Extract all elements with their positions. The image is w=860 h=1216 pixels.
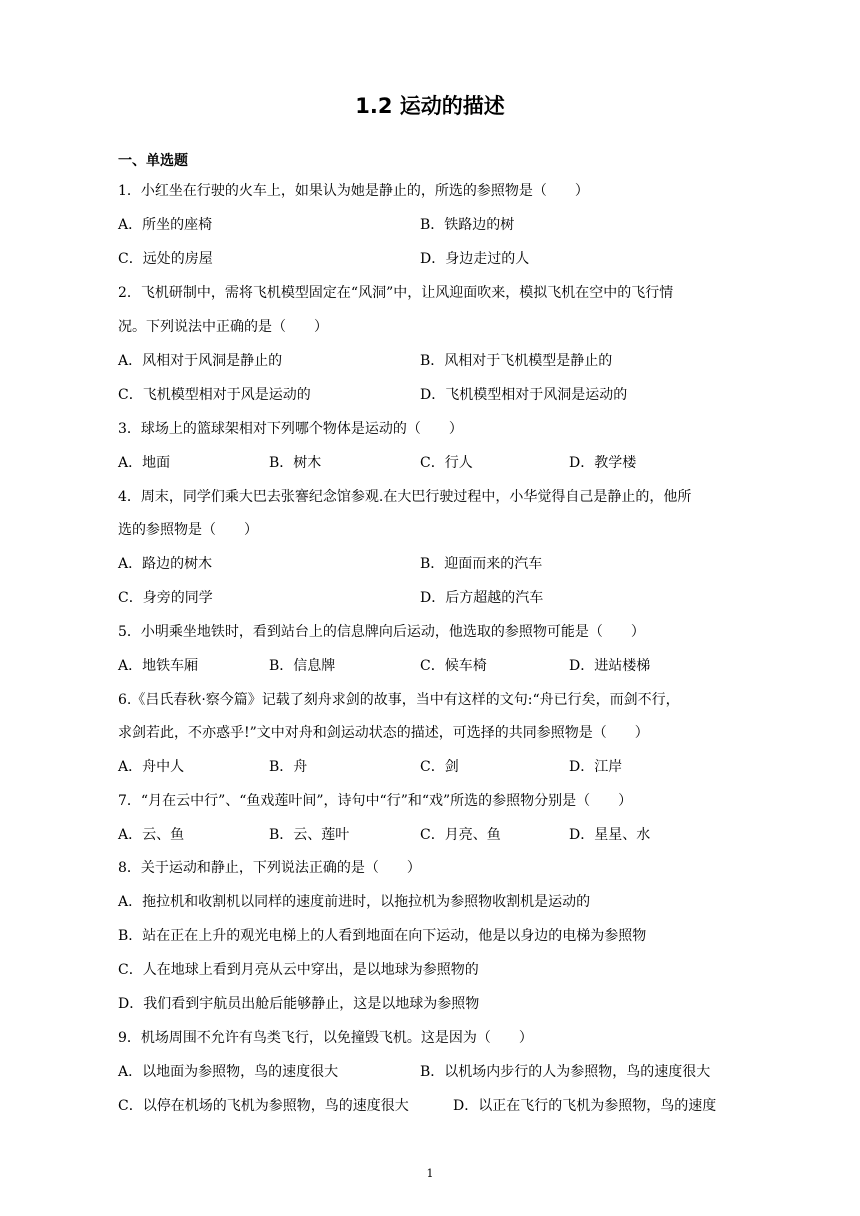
question-7-stem: 7．“月在云中行”、“鱼戏莲叶间”，诗句中“行”和“戏”所选的参照物分别是（ ） [118, 793, 633, 809]
q3-option-d: D．教学楼 [569, 455, 637, 471]
q2-option-b: B．风相对于飞机模型是静止的 [420, 353, 613, 369]
q1-option-c: C．远处的房屋 [118, 251, 213, 267]
q7-option-c: C．月亮、鱼 [420, 827, 501, 843]
q7-option-a: A．云、鱼 [118, 827, 185, 843]
page-title: 1.2 运动的描述 [355, 94, 505, 118]
q9-option-d: D．以正在飞行的飞机为参照物，鸟的速度 [453, 1098, 717, 1114]
q3-option-a: A．地面 [118, 455, 171, 471]
q4-option-a: A．路边的树木 [118, 556, 213, 572]
q8-option-d: D．我们看到宇航员出舱后能够静止，这是以地球为参照物 [118, 996, 480, 1012]
q4-option-b: B．迎面而来的汽车 [420, 556, 543, 572]
q1-option-b: B．铁路边的树 [420, 217, 515, 233]
q6-option-d: D．江岸 [569, 759, 623, 775]
question-1-stem: 1．小红坐在行驶的火车上，如果认为她是静止的，所选的参照物是（ ） [118, 183, 589, 199]
question-8-stem: 8．关于运动和静止，下列说法正确的是（ ） [118, 860, 421, 876]
q4-option-c: C．身旁的同学 [118, 590, 213, 606]
q2-option-c: C．飞机模型相对于风是运动的 [118, 387, 311, 403]
q9-option-b: B．以机场内步行的人为参照物，鸟的速度很大 [420, 1064, 711, 1080]
q2-option-d: D．飞机模型相对于风洞是运动的 [420, 387, 628, 403]
q5-option-c: C．候车椅 [420, 658, 487, 674]
question-6-stem-line-2: 求剑若此，不亦惑乎!”文中对舟和剑运动状态的描述，可选择的共同参照物是（ ） [118, 725, 649, 741]
question-9-stem: 9．机场周围不允许有鸟类飞行，以免撞毁飞机。这是因为（ ） [118, 1030, 533, 1046]
q7-option-d: D．星星、水 [569, 827, 651, 843]
q8-option-b: B．站在正在上升的观光电梯上的人看到地面在向下运动，他是以身边的电梯为参照物 [118, 928, 647, 944]
q6-option-c: C．剑 [420, 759, 459, 775]
q5-option-b: B．信息牌 [269, 658, 336, 674]
q5-option-a: A．地铁车厢 [118, 658, 199, 674]
q9-option-c: C．以停在机场的飞机为参照物，鸟的速度很大 [118, 1098, 409, 1114]
question-5-stem: 5．小明乘坐地铁时，看到站台上的信息牌向后运动，他选取的参照物可能是（ ） [118, 624, 645, 640]
q2-option-a: A．风相对于风洞是静止的 [118, 353, 283, 369]
q9-option-a: A．以地面为参照物，鸟的速度很大 [118, 1064, 339, 1080]
q1-option-a: A．所坐的座椅 [118, 217, 213, 233]
page-number: 1 [426, 1167, 434, 1180]
q1-option-d: D．身边走过的人 [420, 251, 530, 267]
question-6-stem-line-1: 6.《吕氏春秋·察今篇》记载了刻舟求剑的故事，当中有这样的文句:“舟已行矣，而剑不行， [118, 692, 680, 708]
q6-option-b: B．舟 [269, 759, 308, 775]
q8-option-c: C．人在地球上看到月亮从云中穿出，是以地球为参照物的 [118, 962, 479, 978]
question-4-stem-line-2: 选的参照物是（ ） [118, 522, 258, 538]
q4-option-d: D．后方超越的汽车 [420, 590, 544, 606]
question-4-stem-line-1: 4．周末，同学们乘大巴去张謇纪念馆参观.在大巴行驶过程中，小华觉得自己是静止的，他所 [118, 489, 692, 505]
q3-option-b: B．树木 [269, 455, 322, 471]
question-3-stem: 3．球场上的篮球架相对下列哪个物体是运动的（ ） [118, 421, 463, 437]
section-heading: 一、单选题 [118, 153, 188, 169]
q6-option-a: A．舟中人 [118, 759, 185, 775]
q7-option-b: B．云、莲叶 [269, 827, 350, 843]
question-2-stem-line-1: 2．飞机研制中，需将飞机模型固定在“风洞”中，让风迎面吹来，模拟飞机在空中的飞行情 [118, 285, 674, 301]
q5-option-d: D．进站楼梯 [569, 658, 651, 674]
question-2-stem-line-2: 况。下列说法中正确的是（ ） [118, 319, 328, 335]
q3-option-c: C．行人 [420, 455, 473, 471]
q8-option-a: A．拖拉机和收割机以同样的速度前进时，以拖拉机为参照物收割机是运动的 [118, 894, 591, 910]
